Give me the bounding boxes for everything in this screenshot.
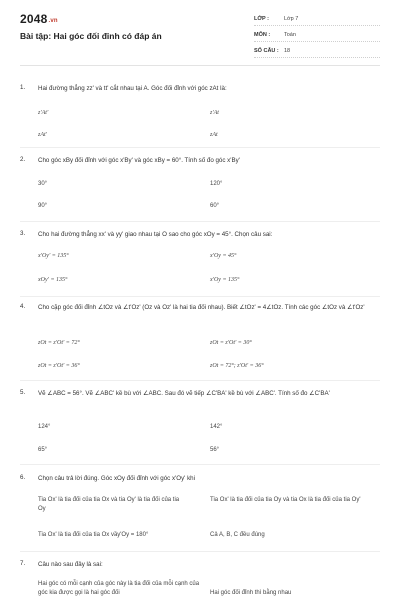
option-c[interactable]: 65° [38,447,48,453]
option-b[interactable]: Hai góc đối đỉnh thì bằng nhau [210,590,292,596]
option-d[interactable]: 56° [210,447,220,453]
question-number: 6. [20,474,26,481]
option-d[interactable]: zAt [210,132,218,138]
option-b[interactable]: x'Oy = 45° [210,253,237,259]
logo-main: 2048 [20,12,48,26]
option-b[interactable]: Tia Ox' là tia đối của tia Oy và tia Ox là tia đối của tia Oy' [210,497,361,503]
option-c[interactable]: 90° [38,203,48,209]
question-text: Cho cặp góc đối đỉnh ∠tOz và ∠t'Oz' (Oz và Oz' là hai tia đối nhau). Biết ∠tOz' = 4∠tOz. Tính các góc ∠tOz và ∠t'Oz' [38,304,365,311]
question-5 [20,389,380,461]
question-6 [20,474,380,548]
option-d[interactable]: Cả A, B, C đều đúng [210,532,265,538]
question-text: Hai đường thẳng zz' và tt' cắt nhau tại A. Góc đối đỉnh với góc zAt là: [38,85,227,92]
option-a[interactable]: Tia Ox' là tia đối của tia Ox và tia Oy' là tia đối của tia Oy [38,497,180,512]
header-divider [20,65,380,66]
logo-suffix: .vn [48,18,58,24]
question-divider [20,380,380,381]
meta-row-class [254,13,380,26]
question-1 [20,84,380,144]
document-header [0,0,400,66]
option-c[interactable]: zAt' [38,132,47,138]
meta-key: SỐ CÂU : [254,48,279,54]
option-d[interactable]: x'Oy = 135° [210,277,240,283]
option-c[interactable]: Tia Ox' là tia đối của tia Ox vầy'Oy = 180° [38,532,149,538]
option-b[interactable]: 120° [210,181,223,187]
option-a[interactable]: 124° [38,424,51,430]
question-4 [20,303,380,375]
option-b[interactable]: z'At [210,110,219,116]
option-a[interactable]: Hai góc có mỗi cạnh của góc này là tia đối của mỗi cạnh của góc kia được gọi là hai góc đối [38,581,200,596]
question-divider [20,147,380,148]
question-text: Chọn câu trả lời đúng. Góc xOy đối đỉnh với góc x'Oy' khi [38,475,195,482]
question-2 [20,156,380,216]
question-number: 7. [20,560,26,567]
question-number: 1. [20,84,26,91]
option-b[interactable]: zOt = z'Ot' = 30° [210,340,252,346]
option-b[interactable]: 142° [210,424,223,430]
question-divider [20,296,380,297]
question-3 [20,230,380,292]
question-text: Vẽ ∠ABC = 56°. Vẽ ∠ABC' kề bù với ∠ABC. Sau đó vẽ tiếp ∠C'BA' kề bù với ∠ABC'. Tính số đo ∠C'BA' [38,390,330,397]
question-divider [20,551,380,552]
question-divider [20,464,380,465]
meta-value: 18 [284,48,291,54]
question-text: Câu nào sau đây là sai: [38,561,103,568]
question-divider [20,221,380,222]
question-number: 3. [20,230,26,237]
question-text: Cho góc xBy đối đỉnh với góc x'By' và góc xBy = 60°. Tính số đo góc x'By' [38,157,240,164]
option-c[interactable]: zOt = z'Ot' = 36° [38,363,80,369]
question-number: 5. [20,389,26,396]
option-a[interactable]: 30° [38,181,48,187]
option-a[interactable]: z'At' [38,110,49,116]
meta-value: Lớp 7 [284,16,299,22]
option-a[interactable]: x'Oy' = 135° [38,253,69,259]
document-title: Bài tập: Hai góc đối đỉnh có đáp án [20,31,162,41]
meta-row-count [254,45,380,58]
meta-value: Toán [284,32,296,38]
meta-row-subject [254,29,380,42]
question-7 [20,560,380,600]
option-a[interactable]: zOt = z'Ot' = 72° [38,340,80,346]
question-number: 2. [20,156,26,163]
option-d[interactable]: 60° [210,203,220,209]
option-d[interactable]: zOt = 72°; z'Ot' = 36° [210,363,264,369]
meta-key: MÔN : [254,32,271,38]
option-c[interactable]: xOy' = 135° [38,277,68,283]
site-logo[interactable] [20,12,58,26]
question-number: 4. [20,303,26,310]
document-meta [254,13,380,61]
question-text: Cho hai đường thẳng xx' và yy' giao nhau tại O sao cho góc xOy = 45°. Chọn câu sai: [38,231,273,238]
meta-key: LỚP : [254,16,269,22]
